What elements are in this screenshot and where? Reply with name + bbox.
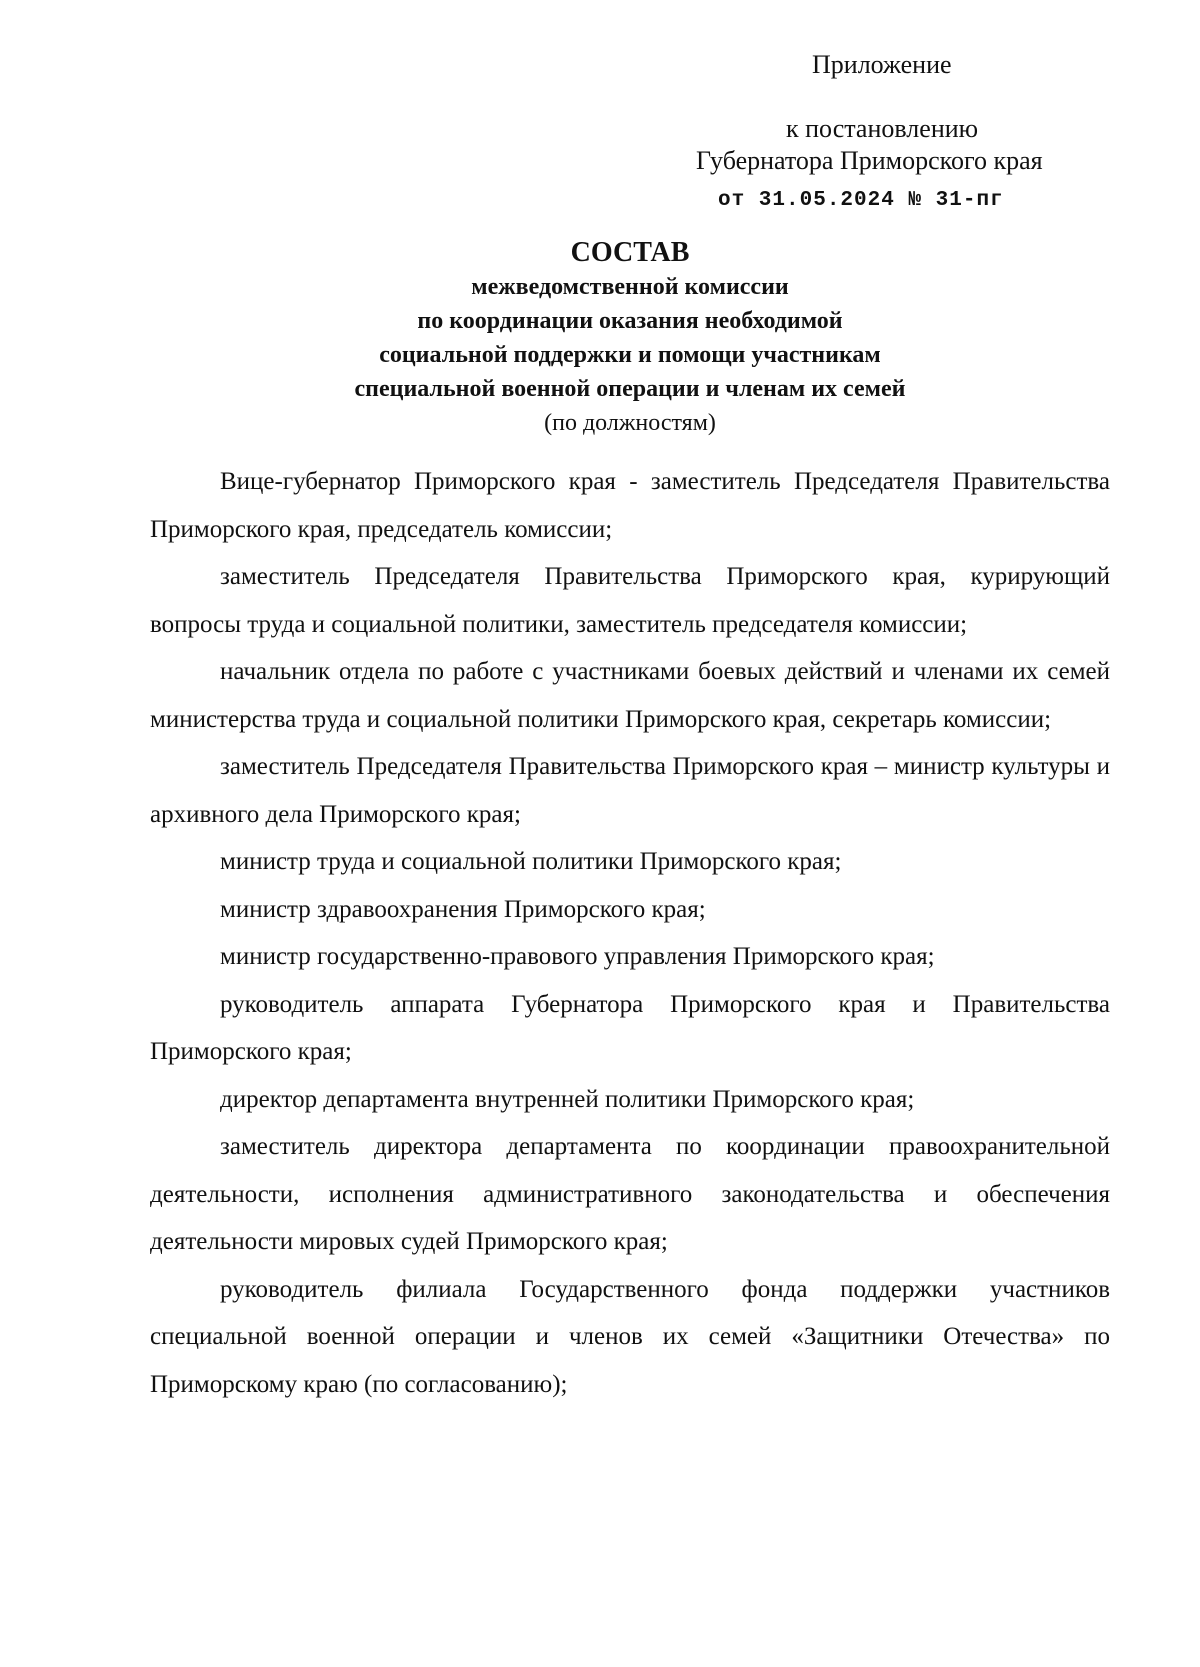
member-item: министр труда и социальной политики Приморского края;	[220, 848, 842, 875]
member-item: министр государственно-правового управления Приморского края;	[220, 943, 935, 970]
member-item: начальник отдела по работе с участниками боевых действий и членами их семей министерства труда и социальной политики Приморского края, секретарь комиссии;	[150, 658, 1110, 733]
member-item: заместитель Председателя Правительства Приморского края, курирующий вопросы труда и социальной политики, заместитель председателя комиссии;	[150, 563, 1110, 638]
member-item: директор департамента внутренней политики Приморского края;	[220, 1085, 915, 1113]
attachment-line-2: Губернатора Приморского края	[696, 146, 1043, 175]
heading-line: социальной поддержки и помощи участникам	[379, 342, 881, 368]
heading-title: СОСТАВ	[570, 237, 690, 268]
attachment-date-number: от 31.05.2024 № 31-пг	[718, 189, 1004, 212]
attachment-line-1: к постановлению	[786, 114, 979, 143]
heading-line: межведомственной комиссии	[471, 274, 789, 300]
member-item: руководитель филиала Государственного фонда поддержки участников специальной военной операции и членов их семей «Защитники Отечества» по Приморскому краю (по согласованию);	[150, 1275, 1110, 1398]
heading-line: специальной военной операции и членам их семей	[354, 376, 906, 402]
document-heading	[150, 236, 1110, 440]
member-item: руководитель аппарата Губернатора Приморского края и Правительства Приморского края;	[150, 990, 1110, 1065]
heading-note: (по должностям)	[544, 410, 716, 436]
attachment-title: Приложение	[812, 50, 952, 79]
member-item: Вице-губернатор Приморского края - заместитель Председателя Правительства Приморского края, председатель комиссии;	[150, 468, 1110, 543]
member-item: заместитель директора департамента по координации правоохранительной деятельности, исполнения административного законодательства и обеспечения деятельности мировых судей Приморского края;	[150, 1133, 1110, 1255]
member-item: министр здравоохранения Приморского края;	[220, 895, 706, 923]
heading-line: по координации оказания необходимой	[417, 308, 843, 334]
member-item: заместитель Председателя Правительства Приморского края – министр культуры и архивного дела Приморского края;	[150, 753, 1110, 828]
members-list	[150, 458, 1110, 1408]
